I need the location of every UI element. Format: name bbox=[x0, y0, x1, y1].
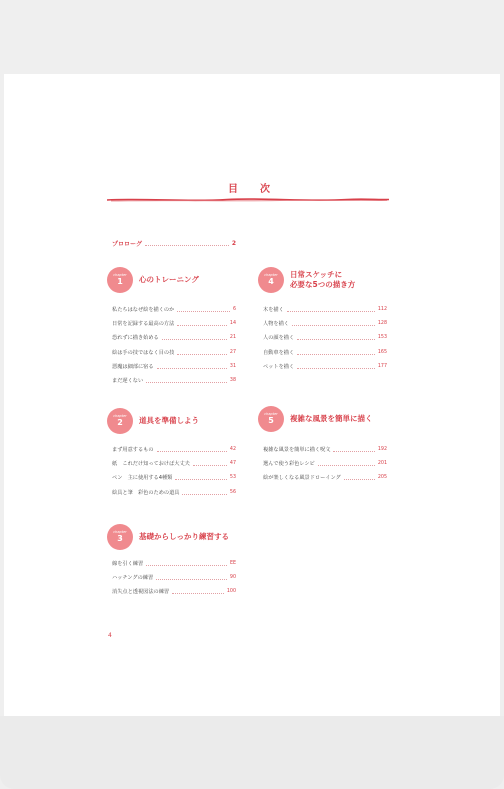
item-page: 205 bbox=[377, 475, 387, 481]
chapter-1-items bbox=[112, 302, 236, 388]
chapter-2-items bbox=[112, 442, 236, 499]
leader-dots bbox=[146, 378, 227, 383]
item-label: ペットを描く bbox=[263, 363, 295, 370]
leader-dots bbox=[177, 307, 230, 312]
leader-dots bbox=[177, 321, 227, 326]
item-label: 人の顔を描く bbox=[263, 335, 295, 342]
chapter-title: 複雑な風景を簡単に描く bbox=[290, 413, 373, 423]
chapter-badge bbox=[258, 267, 284, 293]
item-label: 選んで使う彩色レシピ bbox=[263, 460, 315, 467]
chapter-label: chapter bbox=[264, 272, 278, 277]
prologue-page: 2 bbox=[231, 240, 236, 247]
chapter-number: 4 bbox=[268, 277, 274, 287]
toc-item[interactable] bbox=[112, 373, 236, 387]
prologue-entry[interactable] bbox=[112, 239, 236, 248]
item-page: 128 bbox=[377, 320, 387, 326]
item-label: 絵が楽しくなる風景ドローイング bbox=[263, 475, 341, 482]
chapter-1-heading bbox=[107, 267, 199, 293]
toc-item[interactable] bbox=[112, 331, 236, 345]
item-page: 42 bbox=[229, 446, 236, 452]
chapter-4-items bbox=[263, 302, 387, 373]
item-label: 私たちはなぜ絵を描くのか bbox=[112, 306, 175, 313]
item-page: 90 bbox=[229, 574, 236, 580]
item-page: EE bbox=[229, 560, 236, 566]
leader-dots bbox=[175, 475, 227, 480]
toc-item[interactable] bbox=[112, 570, 236, 584]
leader-dots bbox=[292, 321, 375, 326]
leader-dots bbox=[287, 307, 375, 312]
prologue-label: プロローグ bbox=[112, 241, 143, 248]
chapter-badge bbox=[107, 267, 133, 293]
item-label: 木を描く bbox=[263, 306, 284, 313]
item-page: 6 bbox=[232, 306, 236, 312]
item-page: 112 bbox=[377, 306, 387, 312]
leader-dots bbox=[297, 335, 375, 340]
chapter-title-line-2: 必要な5つの描き方 bbox=[290, 280, 356, 289]
leader-dots bbox=[156, 575, 227, 580]
item-page: 153 bbox=[377, 335, 387, 341]
leader-dots bbox=[157, 364, 227, 369]
toc-item[interactable] bbox=[112, 345, 236, 359]
chapter-number: 3 bbox=[117, 534, 123, 544]
toc-item[interactable] bbox=[263, 302, 387, 316]
item-page: 47 bbox=[229, 460, 236, 466]
item-label: まだ遅くない bbox=[112, 378, 144, 385]
item-page: 31 bbox=[229, 363, 236, 369]
chapter-title-line-1: 日常スケッチに bbox=[290, 269, 343, 279]
item-page: 27 bbox=[229, 349, 236, 355]
toc-item[interactable] bbox=[112, 456, 236, 470]
item-page: 177 bbox=[377, 363, 387, 369]
item-label: 悪魔は細部に宿る bbox=[112, 363, 154, 370]
chapter-title bbox=[290, 270, 355, 291]
toc-item[interactable] bbox=[112, 585, 236, 599]
item-label: まず用意するもの bbox=[112, 446, 154, 453]
toc-item[interactable] bbox=[112, 471, 236, 485]
toc-item[interactable] bbox=[263, 456, 387, 470]
chapter-number: 1 bbox=[117, 277, 123, 287]
leader-dots bbox=[145, 241, 229, 246]
viewer-bottom-bar bbox=[0, 716, 504, 789]
item-page: 165 bbox=[377, 349, 387, 355]
item-label: 恐れずに描き始める bbox=[112, 335, 159, 342]
item-label: 複雑な風景を簡単に描く呪文 bbox=[263, 446, 331, 453]
toc-item[interactable] bbox=[263, 471, 387, 485]
toc-page bbox=[4, 74, 500, 716]
chapter-badge bbox=[258, 406, 284, 432]
leader-dots bbox=[162, 335, 227, 340]
chapter-5-heading bbox=[258, 406, 373, 432]
chapter-badge bbox=[107, 524, 133, 550]
item-label: ペン 主に使用する4種類 bbox=[112, 475, 173, 482]
chapter-title: 基礎からしっかり練習する bbox=[139, 531, 229, 541]
item-label: 日常を記録する最高の方法 bbox=[112, 320, 175, 327]
chapter-label: chapter bbox=[113, 529, 127, 534]
item-label: 絵は手の技ではなく目の技 bbox=[112, 349, 175, 356]
item-page: 21 bbox=[229, 335, 236, 341]
chapter-2-heading bbox=[107, 408, 199, 434]
item-page: 100 bbox=[226, 589, 236, 595]
item-page: 56 bbox=[229, 489, 236, 495]
leader-dots bbox=[297, 364, 375, 369]
item-label: 自動車を描く bbox=[263, 349, 295, 356]
toc-title: 目 次 bbox=[228, 184, 276, 195]
toc-item[interactable] bbox=[263, 345, 387, 359]
leader-dots bbox=[146, 561, 227, 566]
item-label: ハッチングの練習 bbox=[112, 574, 154, 581]
item-label: 消失点と透視図法の練習 bbox=[112, 589, 170, 596]
leader-dots bbox=[297, 350, 375, 355]
chapter-title: 道具を準備しよう bbox=[139, 415, 199, 425]
item-label: 紙 これだけ知っておけば大丈夫 bbox=[112, 460, 190, 467]
leader-dots bbox=[193, 461, 227, 466]
item-page: 38 bbox=[229, 378, 236, 384]
toc-item[interactable] bbox=[112, 359, 236, 373]
leader-dots bbox=[157, 447, 227, 452]
toc-item[interactable] bbox=[263, 331, 387, 345]
toc-item[interactable] bbox=[112, 302, 236, 316]
chapter-number: 5 bbox=[268, 416, 274, 426]
toc-item[interactable] bbox=[112, 316, 236, 330]
toc-item[interactable] bbox=[112, 442, 236, 456]
item-page: 201 bbox=[377, 460, 387, 466]
chapter-3-heading bbox=[107, 524, 229, 550]
item-page: 53 bbox=[229, 475, 236, 481]
leader-dots bbox=[344, 475, 375, 480]
toc-item[interactable] bbox=[112, 485, 236, 499]
chapter-number: 2 bbox=[117, 418, 123, 428]
item-page: 192 bbox=[377, 446, 387, 452]
chapter-5-items bbox=[263, 442, 387, 485]
toc-item[interactable] bbox=[112, 556, 236, 570]
item-label: 絵具と筆 彩色のための道具 bbox=[112, 489, 180, 496]
toc-item[interactable] bbox=[263, 316, 387, 330]
chapter-label: chapter bbox=[113, 272, 127, 277]
chapter-4-heading bbox=[258, 267, 355, 293]
leader-dots bbox=[318, 461, 375, 466]
item-page: 14 bbox=[229, 320, 236, 326]
toc-item[interactable] bbox=[263, 442, 387, 456]
chapter-3-items bbox=[112, 556, 236, 599]
chapter-label: chapter bbox=[264, 411, 278, 416]
toc-item[interactable] bbox=[263, 359, 387, 373]
leader-dots bbox=[333, 447, 374, 452]
item-label: 線を引く練習 bbox=[112, 560, 144, 567]
leader-dots bbox=[172, 589, 224, 594]
chapter-title: 心のトレーニング bbox=[139, 274, 199, 284]
page-number: 4 bbox=[108, 632, 112, 639]
item-label: 人物を描く bbox=[263, 320, 289, 327]
title-underline bbox=[107, 196, 389, 204]
chapter-badge bbox=[107, 408, 133, 434]
leader-dots bbox=[182, 490, 226, 495]
leader-dots bbox=[177, 350, 227, 355]
chapter-label: chapter bbox=[113, 413, 127, 418]
